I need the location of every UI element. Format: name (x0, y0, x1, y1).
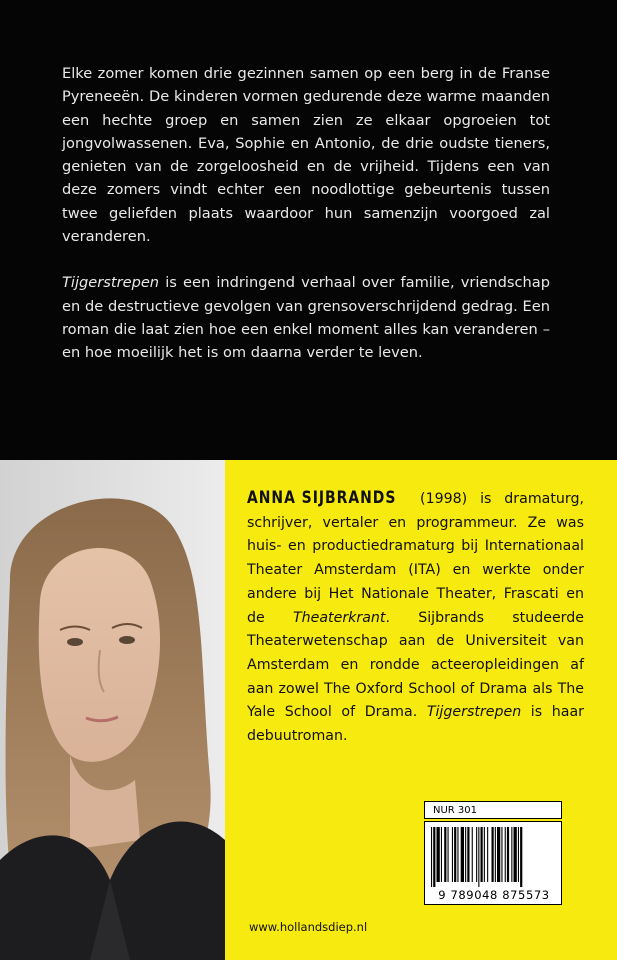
blurb-text (62, 62, 550, 365)
author-bio (247, 487, 584, 749)
blurb-paragraph-2-text: is een indringend verhaal over familie, vriendschap en de destructieve gevolgen van grensoverschrijdend gedrag. Een roman die laat zien hoe een enkel moment alles kan veranderen – en hoe moeilijk het is om daarna verder te leven. (62, 274, 550, 362)
barcode-bar (492, 827, 494, 882)
barcode-bar (507, 827, 509, 882)
barcode-bar (476, 827, 477, 882)
barcode-bar (514, 827, 517, 882)
barcode-bar (505, 827, 506, 882)
barcode-bar (437, 827, 440, 882)
barcode-bar (511, 827, 512, 882)
barcode-bar (433, 827, 435, 887)
barcode-bar (495, 827, 496, 882)
barcode-bar (478, 827, 479, 887)
author-name: ANNA SIJBRANDS (247, 488, 397, 508)
bio-text-2: . Sijbrands studeerde Theaterwetenschap aan de Universiteit van Amsterdam en rondde acteeropleidingen af aan zowel The Oxford School of Drama als The Yale School of Drama. (247, 609, 584, 721)
barcode-bar (441, 827, 442, 882)
barcode-bar (487, 827, 488, 882)
barcode-bars (431, 827, 557, 887)
author-portrait-illustration (0, 460, 225, 960)
bio-italic-book-title: Tijgerstrepen (426, 704, 522, 721)
barcode-bar (481, 827, 483, 882)
bio-italic-theaterkrant: Theaterkrant (292, 609, 386, 626)
bio-text-1: (1998) is dramaturg, schrijver, vertaler en programmeur. Ze was huis- en productiedramaturg bij Internationaal Theater Amsterdam (ITA) en werkte onder andere bij Het Nationale Theater, Frascati en de (247, 491, 584, 626)
barcode-bar (520, 827, 522, 887)
author-photo (0, 460, 225, 960)
blurb-paragraph-1: Elke zomer komen drie gezinnen samen op een berg in de Franse Pyreneeën. De kinderen vormen gedurende deze warme maanden een hechte groep en samen zien ze elkaar opgroeien tot jongvolwassenen. Eva, Sophie en Antonio, de drie oudste tieners, genieten van de zorgeloosheid en de vrijheid. Tijdens een van deze zomers vindt echter een noodlottige gebeurtenis tussen twee geliefden plaats waardoor hun samenzijn voorgoed zal veranderen. (62, 65, 550, 246)
barcode-bar (457, 827, 458, 882)
publisher-website[interactable]: www.hollandsdiep.nl (249, 920, 368, 934)
author-bio-section (225, 460, 617, 960)
blurb-section (0, 0, 617, 460)
barcode-bar (461, 827, 464, 882)
barcode-bar (444, 827, 446, 882)
barcode-bar (501, 827, 502, 882)
isbn-digits: 9 789048 875573 (438, 888, 550, 902)
barcode-bar (452, 827, 453, 882)
book-title-italic: Tijgerstrepen (62, 274, 160, 292)
barcode-bar (472, 827, 473, 882)
isbn-barcode (424, 821, 562, 905)
barcode-bar (448, 827, 449, 882)
barcode-bar (497, 827, 500, 882)
barcode-bar (467, 827, 469, 882)
barcode-bar (431, 827, 432, 887)
barcode-bar (518, 827, 519, 882)
bio-text-3: is haar debuutroman. (247, 704, 584, 745)
blurb-paragraph-2 (62, 271, 550, 364)
nur-label: NUR 301 (424, 801, 562, 819)
barcode-bar (484, 827, 485, 882)
barcode-bar (454, 827, 456, 882)
barcode-bar (465, 827, 466, 882)
